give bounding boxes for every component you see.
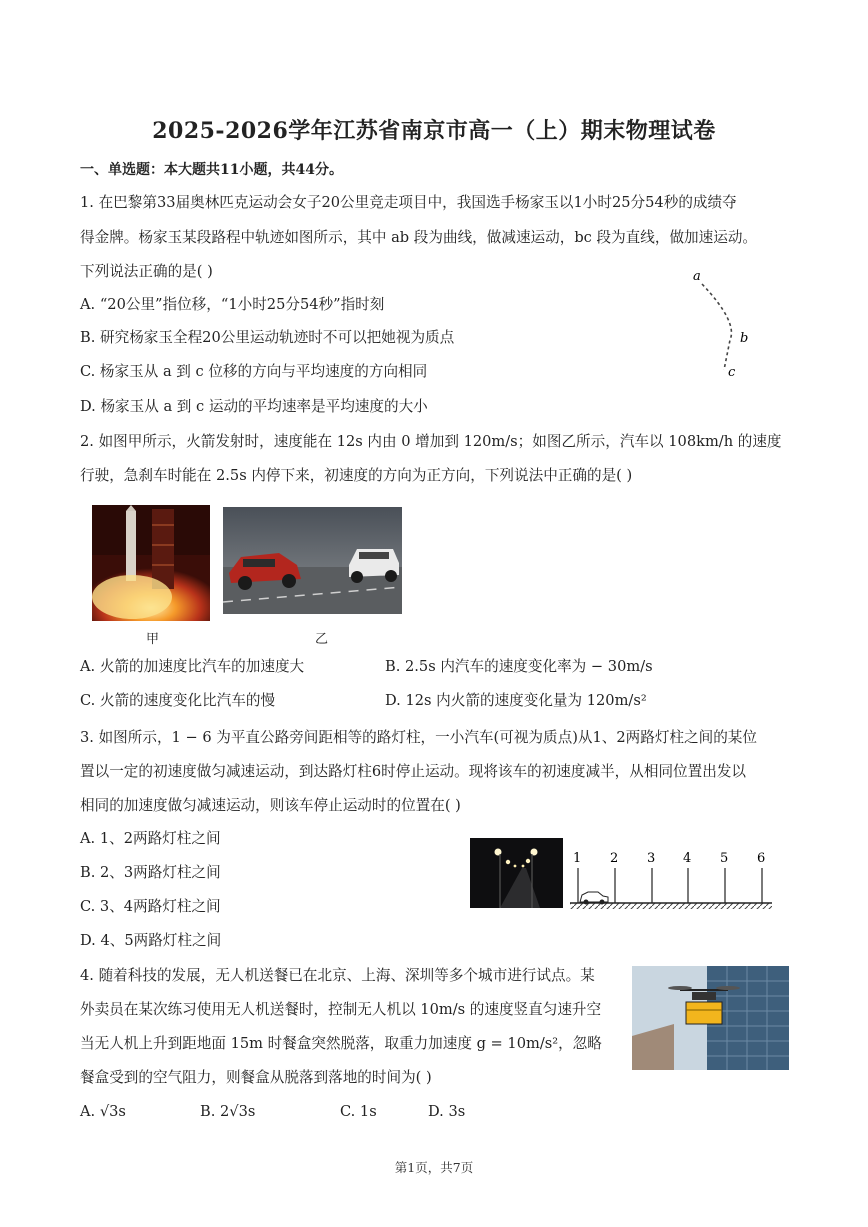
point-a-label: a <box>693 269 701 284</box>
point-b-label: b <box>740 331 749 346</box>
q1-stem-line-3: 下列说法正确的是( ) <box>80 263 213 280</box>
page-title: 2025-2026学年江苏省南京市高一（上）期末物理试卷 <box>152 118 716 144</box>
q2-option-d: D. 12s 内火箭的速度变化量为 120m/s² <box>385 692 647 709</box>
pole-label-5: 5 <box>720 851 729 866</box>
q2-stem-line-1: 2. 如图甲所示，火箭发射时，速度能在 12s 内由 0 增加到 120m/s；如图乙所示，汽车以 108km/h 的速度 <box>80 433 782 450</box>
street-lights-photo <box>470 838 563 908</box>
q3-stem-line-1: 3. 如图所示，1 − 6 为平直公路旁间距相等的路灯柱，一小汽车(可视为质点)从1、2两路灯柱之间的某位 <box>80 729 757 746</box>
q4-stem-line-3: 当无人机上升到距地面 15m 时餐盒突然脱落，取重力加速度 g = 10m/s²，忽略 <box>80 1035 602 1052</box>
pole-label-1: 1 <box>573 851 582 866</box>
q3-stem-line-3: 相同的加速度做匀减速运动，则该车停止运动时的位置在( ) <box>80 797 461 814</box>
q4-option-a: A. √3s <box>80 1103 126 1120</box>
q1-stem-line-1: 1. 在巴黎第33届奥林匹克运动会女子20公里竞走项目中，我国选手杨家玉以1小时25分54秒的成绩夺 <box>80 194 737 211</box>
q2-option-c: C. 火箭的速度变化比汽车的慢 <box>80 692 276 709</box>
q4-option-d: D. 3s <box>428 1103 466 1120</box>
cars-driving-photo <box>223 507 402 614</box>
q1-trajectory-figure <box>680 262 760 382</box>
q3-option-b: B. 2、3两路灯柱之间 <box>80 864 221 881</box>
page-footer: 第1页，共7页 <box>394 1160 474 1175</box>
q1-option-b: B. 研究杨家玉全程20公里运动轨迹时不可以把她视为质点 <box>80 329 455 346</box>
pole-label-2: 2 <box>610 851 619 866</box>
q1-option-a: A. “20公里”指位移，“1小时25分54秒”指时刻 <box>80 296 385 313</box>
pole-label-4: 4 <box>683 851 692 866</box>
q2-stem-line-2: 行驶，急刹车时能在 2.5s 内停下来，初速度的方向为正方向，下列说法中正确的是( ) <box>80 467 633 484</box>
light-poles-diagram <box>568 846 774 912</box>
q3-option-c: C. 3、4两路灯柱之间 <box>80 898 221 915</box>
q4-stem-line-1: 4. 随着科技的发展，无人机送餐已在北京、上海、深圳等多个城市进行试点。某 <box>80 967 595 984</box>
q1-option-c: C. 杨家玉从 a 到 c 位移的方向与平均速度的方向相同 <box>80 363 428 380</box>
q4-stem-line-2: 外卖员在某次练习使用无人机送餐时，控制无人机以 10m/s 的速度竖直匀速升空 <box>80 1001 602 1018</box>
q4-option-c: C. 1s <box>340 1103 377 1120</box>
pole-label-3: 3 <box>647 851 656 866</box>
trajectory-path <box>702 284 731 370</box>
q3-stem-line-2: 置以一定的初速度做匀减速运动，到达路灯柱6时停止运动。现将该车的初速度减半，从相同位置出发以 <box>80 763 747 780</box>
q4-option-b: B. 2√3s <box>200 1103 256 1120</box>
q1-option-d: D. 杨家玉从 a 到 c 运动的平均速率是平均速度的大小 <box>80 398 428 415</box>
point-c-label: c <box>728 365 736 380</box>
q2-option-a: A. 火箭的加速度比汽车的加速度大 <box>80 658 305 675</box>
figure-caption-left: 甲 <box>146 632 160 647</box>
q3-option-a: A. 1、2两路灯柱之间 <box>80 830 221 847</box>
q2-option-b: B. 2.5s 内汽车的速度变化率为 − 30m/s <box>385 658 653 675</box>
q3-option-d: D. 4、5两路灯柱之间 <box>80 932 222 949</box>
figure-caption-right: 乙 <box>315 632 329 647</box>
delivery-drone-photo <box>632 966 789 1070</box>
rocket-launch-photo <box>92 505 210 621</box>
q1-stem-line-2: 得金牌。杨家玉某段路程中轨迹如图所示，其中 ab 段为曲线，做减速运动，bc 段为直线，做加速运动。 <box>80 229 758 246</box>
q4-stem-line-4: 餐盒受到的空气阻力，则餐盒从脱落到落地的时间为( ) <box>80 1069 432 1086</box>
pole-label-6: 6 <box>757 851 766 866</box>
section-heading: 一、单选题：本大题共11小题，共44分。 <box>80 162 343 178</box>
